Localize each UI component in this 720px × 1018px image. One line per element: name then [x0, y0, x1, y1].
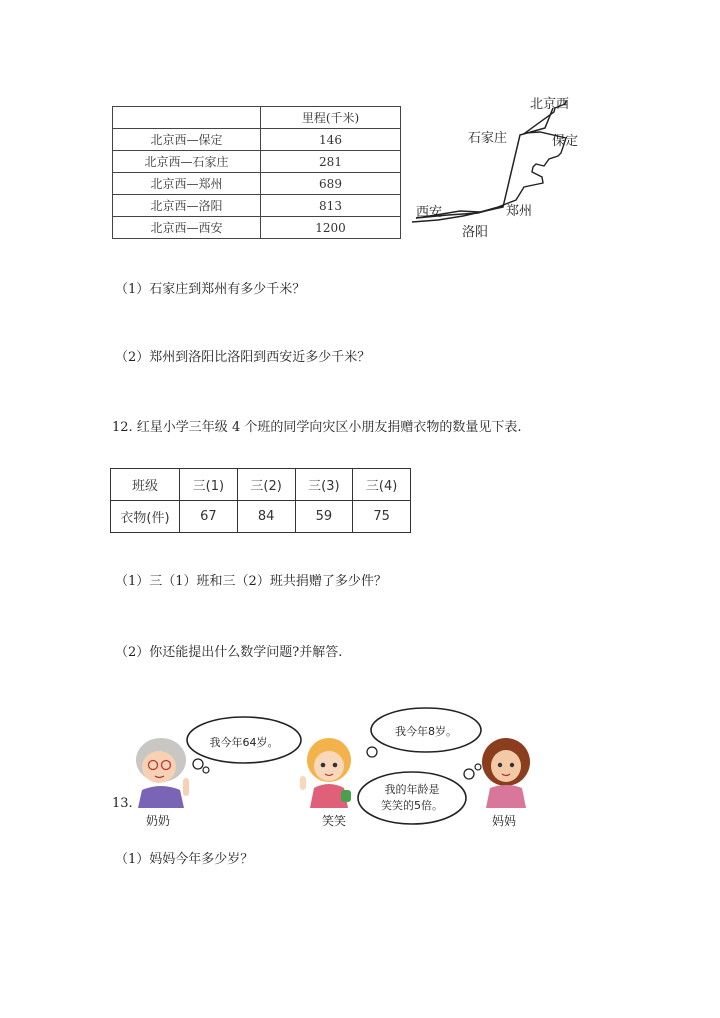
- table-header-cell: 三(4): [353, 469, 411, 501]
- name-grandma: 奶奶: [146, 814, 171, 828]
- map-label-beijing-west: 北京西: [530, 97, 570, 112]
- q13-number: 13.: [112, 796, 133, 811]
- table-cell: 59: [295, 501, 353, 533]
- q12-sub2: （2）你还能提出什么数学问题?并解答.: [115, 645, 343, 660]
- q11-sub2: （2）郑州到洛阳比洛阳到西安近多少千米？: [115, 350, 371, 365]
- table-cell: 北京西—西安: [113, 217, 261, 239]
- table-cell: 1200: [261, 217, 401, 239]
- bubble-text-grandma: 我今年64岁。: [209, 736, 279, 749]
- q12-title: 12. 红星小学三年级 4 个班的同学向灾区小朋友捐赠衣物的数量见下表.: [112, 420, 522, 435]
- bubble-text-xiaoxiao: 我今年8岁。: [395, 725, 457, 738]
- grandma-illustration: [128, 738, 194, 808]
- map-label-zhengzhou: 郑州: [506, 204, 533, 219]
- table-cell: 689: [261, 173, 401, 195]
- table-row: [111, 501, 411, 533]
- table-header-cell: 班级: [111, 469, 180, 501]
- distance-table: [112, 106, 401, 239]
- map-label-luoyang: 洛阳: [462, 225, 489, 240]
- clothes-table: [110, 468, 411, 533]
- table-cell: 146: [261, 129, 401, 151]
- table-cell: 813: [261, 195, 401, 217]
- table-header-cell: 三(2): [237, 469, 295, 501]
- table-row: [113, 195, 401, 217]
- table-row: [113, 173, 401, 195]
- bubble-text-mom: [362, 782, 462, 814]
- table-cell: 衣物(件): [111, 501, 180, 533]
- table-cell: 281: [261, 151, 401, 173]
- q12-sub1: （1）三（1）班和三（2）班共捐赠了多少件？: [115, 574, 387, 589]
- name-xiaoxiao: 笑笑: [322, 814, 347, 828]
- name-mom: 妈妈: [492, 814, 517, 828]
- table-cell: 北京西—保定: [113, 129, 261, 151]
- q11-sub1: （1）石家庄到郑州有多少千米？: [115, 282, 306, 297]
- map-label-baoding: 保定: [552, 134, 579, 149]
- mom-illustration: [474, 736, 538, 808]
- xiaoxiao-illustration: [296, 736, 362, 808]
- table-row: [113, 217, 401, 239]
- map-label-xian: 西安: [416, 205, 443, 220]
- table-row: [113, 151, 401, 173]
- table-cell: 67: [180, 501, 238, 533]
- table-cell: 北京西—石家庄: [113, 151, 261, 173]
- table-cell: 北京西—洛阳: [113, 195, 261, 217]
- table-row: [113, 129, 401, 151]
- table-header-row: [111, 469, 411, 501]
- table-cell: 北京西—郑州: [113, 173, 261, 195]
- table-header-cell: 三(1): [180, 469, 238, 501]
- q13-sub1: （1）妈妈今年多少岁？: [115, 852, 254, 867]
- bubble-text-mom-line2: 笑笑的5倍。: [381, 799, 443, 812]
- table-header-cell: 三(3): [295, 469, 353, 501]
- table-cell: 75: [353, 501, 411, 533]
- bubble-text-mom-line1: 我的年龄是: [384, 783, 440, 796]
- table-cell: 84: [237, 501, 295, 533]
- table-header-cell: 里程(千米): [261, 107, 401, 129]
- map-label-shijiazhuang: 石家庄: [468, 131, 508, 146]
- table-header-row: [113, 107, 401, 129]
- table-header-cell: [113, 107, 261, 129]
